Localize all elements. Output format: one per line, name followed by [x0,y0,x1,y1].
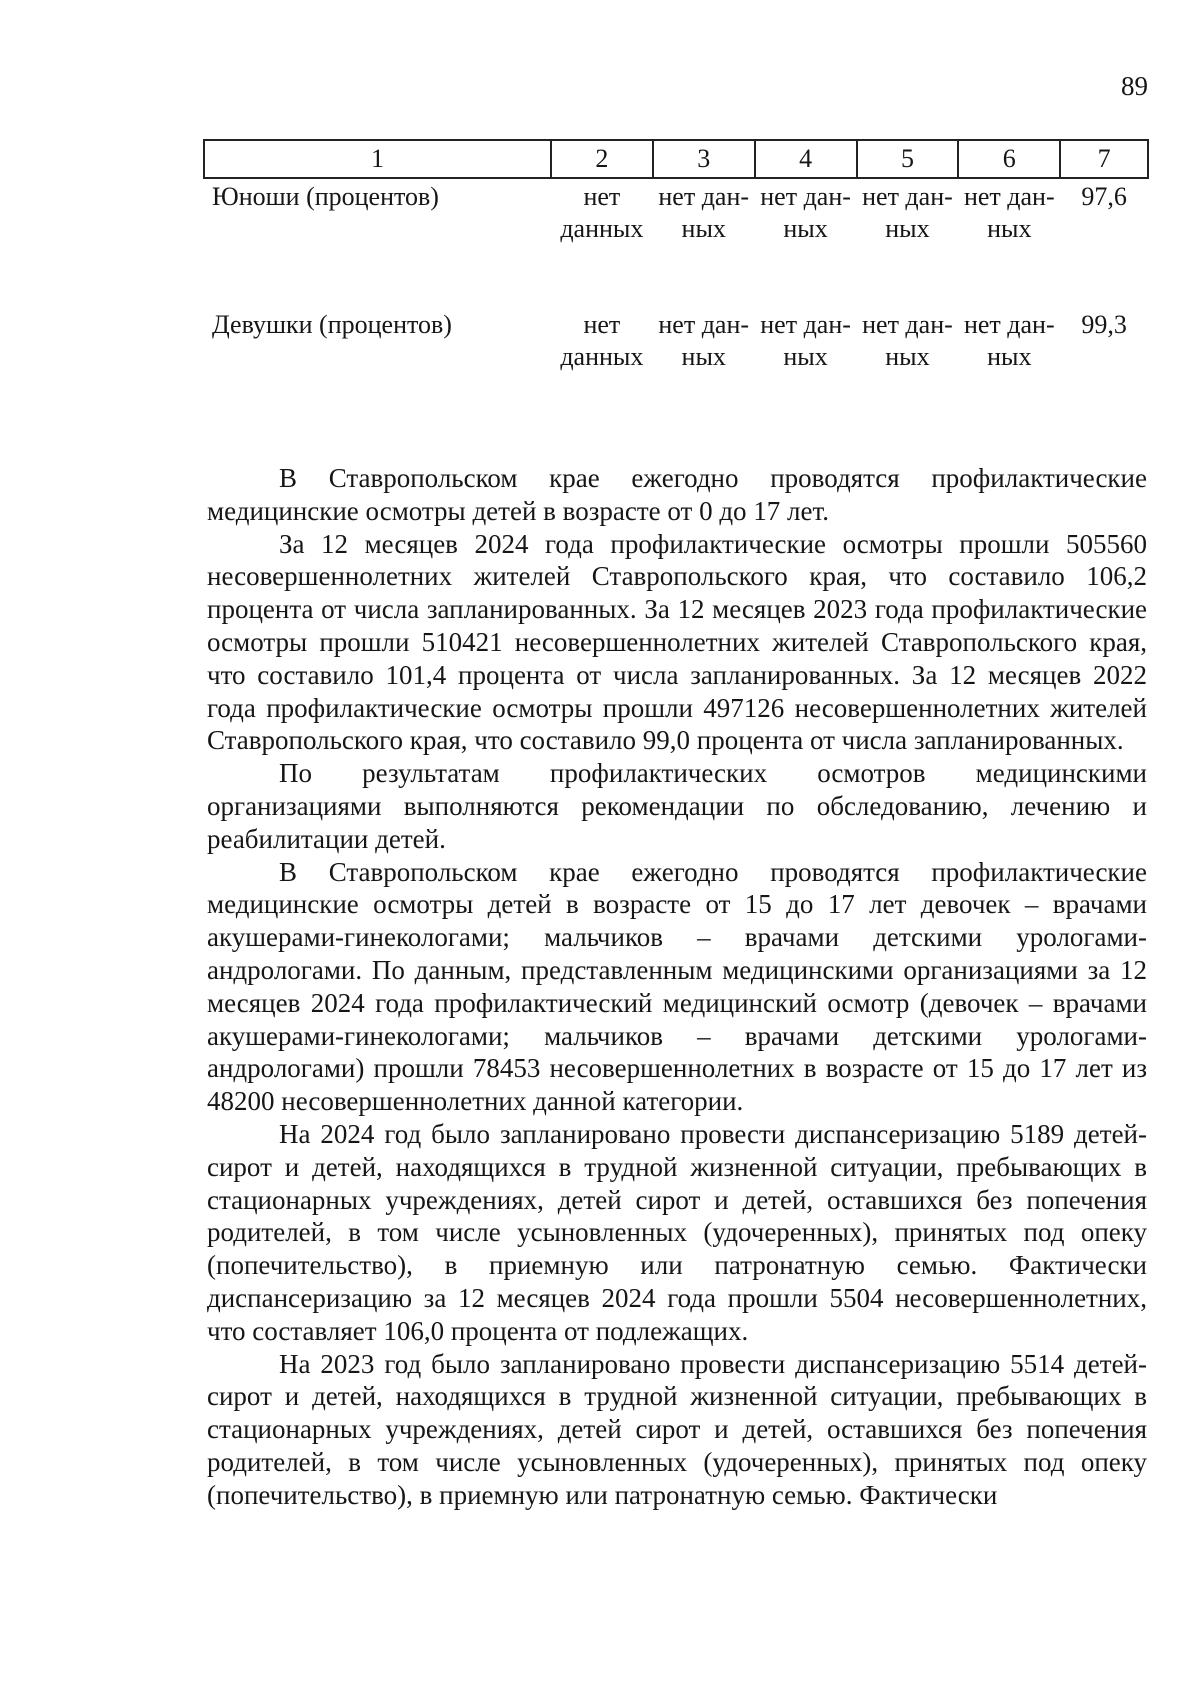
column-number-2: 2 [551,140,653,178]
table-row [204,178,1148,309]
column-number-3: 3 [653,140,755,178]
table-cell: нет дан-ных [658,310,750,371]
column-number-4: 4 [755,140,857,178]
page-number: 89 [1121,71,1148,101]
table-cell: нет данных [560,182,644,243]
column-number-6: 6 [958,140,1060,178]
table-cell-value: 97,6 [1081,182,1127,211]
paragraph: По результатам профилактических осмотров медицинскими организациями выполняются рекомендации по обследованию, лечению и реабилитации детей. [207,758,1147,854]
body-text [207,462,1147,1512]
table-row [204,309,1148,409]
table-header-row [204,140,1148,178]
table-cell: нет дан-ных [963,310,1055,371]
paragraph: За 12 месяцев 2024 года профилактические осмотры прошли 505560 несовершеннолетних жителей Ставропольского края, что составило 106,2 процента от числа запланированных. За 12 месяцев 2023 года профилактические осмотры прошли 510421 несовершеннолетних жителей Ставропольского края, что составило 101,4 процента от числа запланированных. За 12 месяцев 2022 года профилактические осмотры прошли 497126 несовершеннолетних жителей Ставропольского края, что составило 99,0 процента от числа запланированных. [207,528,1147,756]
row-label: Юноши (процентов) [212,182,439,211]
table-cell: нет дан-ных [963,182,1055,243]
table-cell: нет дан-ных [862,310,953,371]
column-number-1: 1 [204,140,551,178]
table-cell: нет данных [560,310,644,371]
paragraph: В Ставропольском крае ежегодно проводятся профилактические медицинские осмотры детей в возрасте от 0 до 17 лет. [207,463,1147,526]
table-cell: нет дан-ных [760,182,851,243]
table-cell-value: 99,3 [1081,310,1127,339]
column-number-7: 7 [1060,140,1148,178]
paragraph: На 2024 год было запланировано провести диспансеризацию 5189 детей-сирот и детей, находящихся в трудной жизненной ситуации, пребывающих в стационарных учреждениях, детей сирот и детей, оставшихся без попечения родителей, в том числе усыновленных (удочеренных), принятых под опеку (попечительство), в приемную или патронатную семью. Фактически диспансеризацию за 12 месяцев 2024 года прошли 5504 несовершеннолетних, что составляет 106,0 процента от подлежащих. [207,1118,1147,1346]
row-label: Девушки (процентов) [212,310,452,339]
paragraph: В Ставропольском крае ежегодно проводятся профилактические медицинские осмотры детей в возрасте от 15 до 17 лет девочек – врачами акушерами-гинекологами; мальчиков – врачами детскими урологами-андрологами. По данным, представленным медицинскими организациями за 12 месяцев 2024 года профилактический медицинский осмотр (девочек – врачами акушерами-гинекологами; мальчиков – врачами детскими урологами-андрологами) прошли 78453 несовершеннолетних в возрасте от 15 до 17 лет из 48200 несовершеннолетних данной категории. [207,856,1147,1117]
table-cell: нет дан-ных [658,182,750,243]
column-number-5: 5 [857,140,959,178]
statistics-table [203,139,1149,409]
table-cell: нет дан-ных [760,310,851,371]
table-cell: нет дан-ных [862,182,953,243]
paragraph: На 2023 год было запланировано провести диспансеризацию 5514 детей-сирот и детей, находящихся в трудной жизненной ситуации, пребывающих в стационарных учреждениях, детей сирот и детей, оставшихся без попечения родителей, в том числе усыновленных (удочеренных), принятых под опеку (попечительство), в приемную или патронатную семью. Фактически [207,1348,1147,1510]
